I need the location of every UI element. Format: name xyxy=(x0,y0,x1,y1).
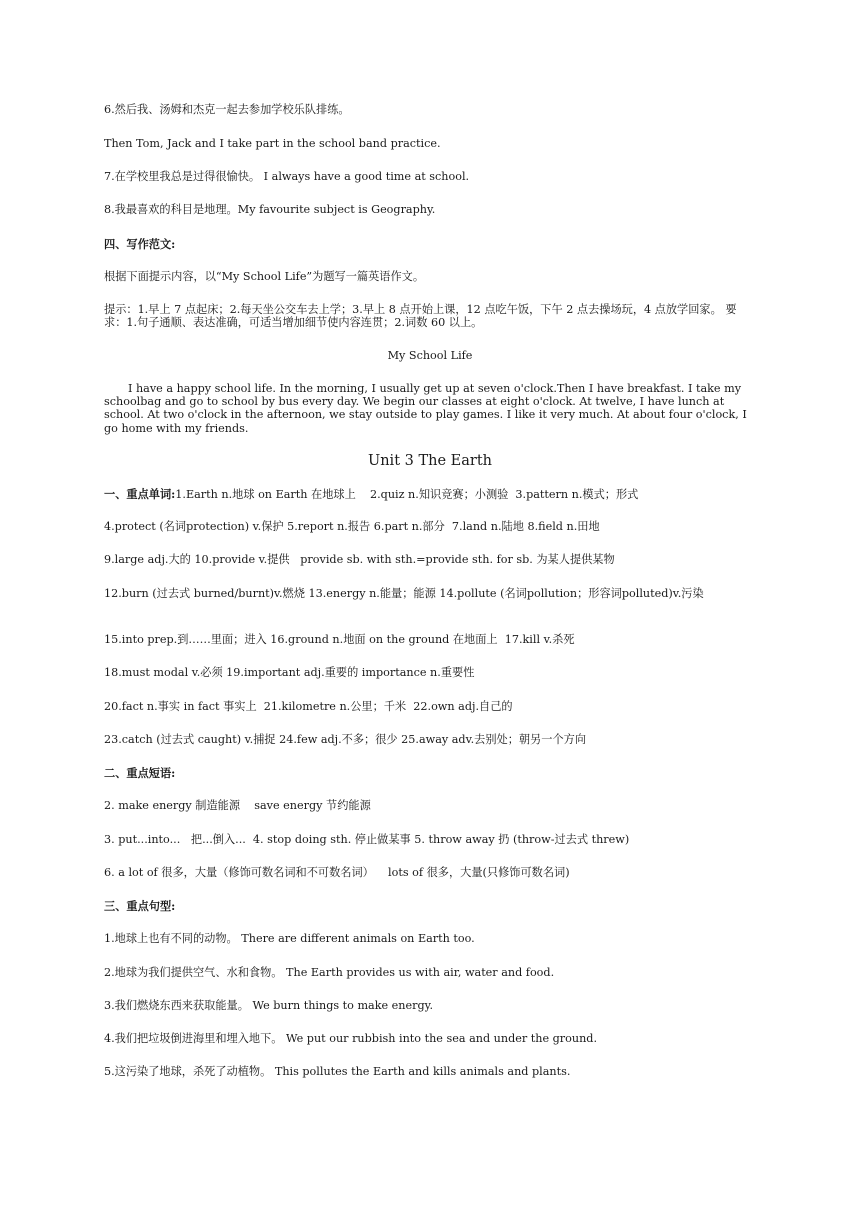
vocab-line-8: 23.catch (过去式 caught) v.捕捉 24.few adj.不多；很少 25.away adv.去别处；朝另一个方向 xyxy=(104,733,587,746)
sentence-line-4: 4.我们把垃圾倒进海里和埋入地下。 We put our rubbish into the sea and under the ground. xyxy=(104,1032,598,1045)
essay-title: My School Life xyxy=(387,349,473,362)
vocab-line-7: 20.fact n.事实 in fact 事实上 21.kilometre n.公里；千米 22.own adj.自己的 xyxy=(104,700,513,713)
sentence-line-2: 2.地球为我们提供空气、水和食物。 The Earth provides us with air, water and food. xyxy=(104,966,555,979)
unit-title: Unit 3 The Earth xyxy=(368,453,492,469)
vocab-line-1 xyxy=(104,487,756,502)
sentence-7: 7.在学校里我总是过得很愉快。 I always have a good time at school. xyxy=(104,170,470,183)
sentence-line-5: 5.这污染了地球，杀死了动植物。 This pollutes the Earth and kills animals and plants. xyxy=(104,1065,571,1078)
sentences-heading: 三、重点句型: xyxy=(104,899,176,913)
vocab-line-6: 18.must modal v.必须 19.important adj.重要的 importance n.重要性 xyxy=(104,666,475,679)
writing-hint: 提示：1.早上 7 点起床；2.每天坐公交车去上学；3.早上 8 点开始上课，12 点吃午饭，下午 2 点去操场玩，4 点放学回家。 要求：1.句子通顺、表达准确，可适当增加细节使内容连贯；2.词数 60 以上。 xyxy=(104,303,737,330)
phrase-line-2: 3. put...into... 把...倒入... 4. stop doing sth. 停止做某事 5. throw away 扔 (throw-过去式 threw) xyxy=(104,833,630,846)
vocab-line-2: 4.protect (名词protection) v.保护 5.report n.报告 6.part n.部分 7.land n.陆地 8.field n.田地 xyxy=(104,520,600,533)
sentence-8: 8.我最喜欢的科目是地理。My favourite subject is Geography. xyxy=(104,203,436,216)
writing-prompt: 根据下面提示内容，以“My School Life”为题写一篇英语作文。 xyxy=(104,270,425,283)
vocab-text-1: 1.Earth n.地球 on Earth 在地球上 2.quiz n.知识竞赛；小测验 3.pattern n.模式；形式 xyxy=(175,488,639,501)
writing-heading: 四、写作范文: xyxy=(104,237,176,251)
sentence-line-3: 3.我们燃烧东西来获取能量。 We burn things to make energy. xyxy=(104,999,434,1012)
sentence-6-cn: 6.然后我、汤姆和杰克一起去参加学校乐队排练。 xyxy=(104,103,350,116)
vocab-line-4: 12.burn (过去式 burned/burnt)v.燃烧 13.energy n.能量；能源 14.pollute (名词pollution；形容词polluted)v.污染 xyxy=(104,587,704,600)
phrases-heading: 二、重点短语: xyxy=(104,766,176,780)
sentence-line-1: 1.地球上也有不同的动物。 There are different animals on Earth too. xyxy=(104,932,475,945)
phrase-line-3: 6. a lot of 很多，大量（修饰可数名词和不可数名词） lots of 很多，大量(只修饰可数名词) xyxy=(104,866,570,879)
phrase-line-1: 2. make energy 制造能源 save energy 节约能源 xyxy=(104,799,371,812)
vocab-heading: 一、重点单词: xyxy=(104,487,176,501)
vocab-line-5: 15.into prep.到……里面；进入 16.ground n.地面 on the ground 在地面上 17.kill v.杀死 xyxy=(104,633,575,646)
sentence-6-en: Then Tom, Jack and I take part in the school band practice. xyxy=(104,137,441,150)
essay-body: I have a happy school life. In the morning, I usually get up at seven o'clock.Then I have breakfast. I take my schoolbag and go to school by bus every day. We begin our classes at eight o'clock. At twelve, I have lunch at school. At two o'clock in the afternoon, we stay outside to play games. I like it very much. At about four o'clock, I go home with my friends. xyxy=(104,382,747,435)
vocab-line-3: 9.large adj.大的 10.provide v.提供 provide sb. with sth.=provide sth. for sb. 为某人提供某物 xyxy=(104,553,615,566)
